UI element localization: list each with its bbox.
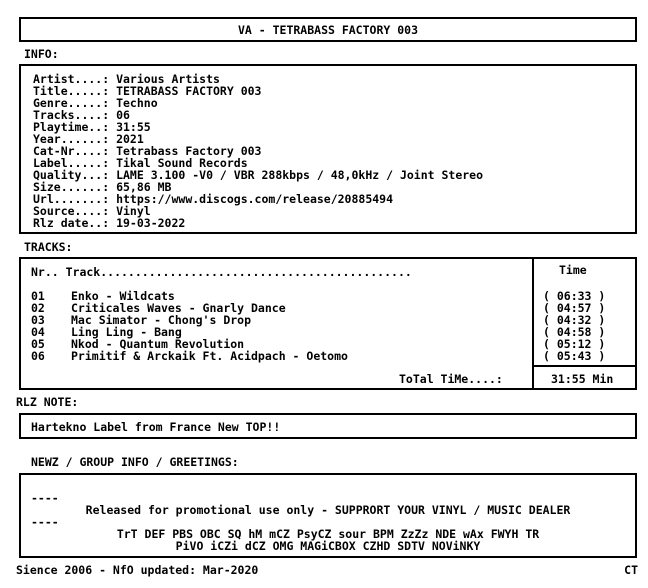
info-rlz-date: Rlz date..: 19-03-2022 xyxy=(33,216,186,230)
track-title: Primitif & Arckaik Ft. Acidpach - Oetomo xyxy=(71,349,348,363)
greetings-separator: ---- xyxy=(31,515,59,529)
track-nr: 02 xyxy=(31,301,45,315)
track-title: Criticales Waves - Gnarly Dance xyxy=(71,301,286,315)
tracks-box xyxy=(19,257,637,390)
release-title: VA - TETRABASS FACTORY 003 xyxy=(237,23,418,37)
track-time: ( 04:32 ) xyxy=(543,313,606,327)
info-section-label: INFO: xyxy=(24,47,59,61)
info-playtime: Playtime..: 31:55 xyxy=(33,120,151,134)
track-nr: 03 xyxy=(31,313,45,327)
greetings-box xyxy=(19,473,637,558)
track-title: Mac Simator - Chong's Drop xyxy=(71,313,252,327)
total-time-value: 31:55 Min xyxy=(551,372,614,386)
track-time: ( 04:57 ) xyxy=(543,301,606,315)
info-lines xyxy=(33,73,483,229)
track-time: ( 06:33 ) xyxy=(543,289,606,303)
tracks-section-label: TRACKS: xyxy=(24,240,73,254)
track-time: ( 05:12 ) xyxy=(543,337,606,351)
greetings-groups-line-1: TrT DEF PBS OBC SQ hM mCZ PsyCZ sour BPM ZzZz NDE wAx FWYH TR xyxy=(116,527,540,541)
track-row xyxy=(31,350,348,362)
track-time: ( 04:58 ) xyxy=(543,325,606,339)
time-header: Time xyxy=(559,263,587,277)
info-size: Size......: 65,86 MB xyxy=(33,180,172,194)
info-genre: Genre.....: Techno xyxy=(33,96,158,110)
track-list xyxy=(31,290,348,362)
tracks-header: Nr.. Track............................................. xyxy=(31,265,412,279)
info-year: Year......: 2021 xyxy=(33,132,144,146)
track-title: Ling Ling - Bang xyxy=(71,325,182,339)
greetings-section-label: NEWZ / GROUP INFO / GREETINGS: xyxy=(31,455,239,469)
total-time-label: ToTal TiMe....: xyxy=(399,372,503,386)
note-box xyxy=(19,413,637,439)
track-nr: 04 xyxy=(31,325,45,339)
total-time-divider xyxy=(532,365,635,367)
tracks-column-divider xyxy=(532,259,534,388)
release-title-box xyxy=(19,17,637,42)
track-nr: 01 xyxy=(31,289,45,303)
info-source: Source....: Vinyl xyxy=(33,204,151,218)
track-nr: 05 xyxy=(31,337,45,351)
info-cat-nr: Cat-Nr....: Tetrabass Factory 003 xyxy=(33,144,262,158)
greetings-separator: ---- xyxy=(31,491,59,505)
note-section-label: RLZ NOTE: xyxy=(16,395,79,409)
info-box xyxy=(19,64,637,234)
info-label: Label.....: Tikal Sound Records xyxy=(33,156,248,170)
footer-tag: CT xyxy=(624,563,638,577)
info-tracks: Tracks....: 06 xyxy=(33,108,130,122)
footer-info: Sience 2006 - NfO updated: Mar-2020 xyxy=(16,563,259,577)
info-artist: Artist....: Various Artists xyxy=(33,72,220,86)
promo-notice: Released for promotional use only - SUPPRORT YOUR VINYL / MUSIC DEALER xyxy=(85,503,571,517)
release-note: Hartekno Label from France New TOP!! xyxy=(31,420,281,434)
track-time: ( 05:43 ) xyxy=(543,349,606,363)
greetings-groups-line-2: PiVO iCZi dCZ OMG MAGiCBOX CZHD SDTV NOViNKY xyxy=(175,539,481,553)
track-title: Enko - Wildcats xyxy=(71,289,175,303)
track-title: Nkod - Quantum Revolution xyxy=(71,337,245,351)
info-quality: Quality...: LAME 3.100 -V0 / VBR 288kbps / 48,0kHz / Joint Stereo xyxy=(33,168,484,182)
info-title: Title.....: TETRABASS FACTORY 003 xyxy=(33,84,262,98)
track-nr: 06 xyxy=(31,349,45,363)
info-url: Url.......: https://www.discogs.com/release/20885494 xyxy=(33,192,394,206)
track-times xyxy=(543,290,605,362)
